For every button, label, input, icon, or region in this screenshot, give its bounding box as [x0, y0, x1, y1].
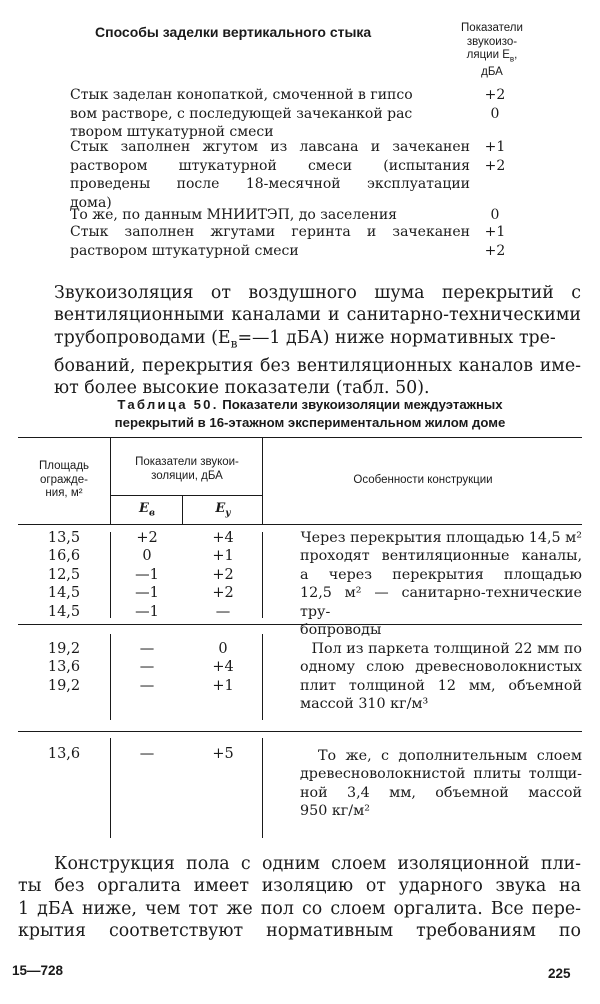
cell-value: 13,6 — [47, 746, 81, 762]
table-caption-text: Показатели звукоизоляции междуэтажных — [222, 397, 503, 412]
cell-line: 12,5 м² — санитарно-технические тру- — [300, 585, 582, 620]
table-caption-text: перекрытий в 16-этажном экспериментальном жилом доме — [114, 414, 506, 430]
paragraph-fragment: =—1 дБА) ниже нормативных тре- — [237, 327, 556, 348]
cell-line: а через перекрытия площадью — [300, 566, 582, 583]
table-caption — [70, 396, 550, 431]
header-line: ляции E — [466, 49, 510, 61]
top-table-values-4 — [470, 223, 520, 260]
cell-line: древесноволокнистой плиты толщи- — [300, 766, 582, 783]
paragraph-line: ты без оргалита имеет изоляцию от ударного звука на — [18, 876, 581, 897]
top-table-values-2 — [470, 138, 520, 175]
value: +1 — [484, 139, 506, 155]
table-col-divider — [110, 738, 111, 838]
cell-value: 14,5 — [47, 585, 81, 602]
header-line: дБА — [481, 65, 503, 78]
row-line: Стык заполнен жгутами геринта и зачеканен — [70, 224, 470, 240]
col-header-area — [18, 460, 110, 501]
cell-ey-group-2 — [184, 640, 262, 695]
col-header-group — [112, 456, 262, 483]
value: +2 — [484, 87, 506, 103]
value: +2 — [484, 242, 506, 259]
paragraph-line — [54, 327, 581, 355]
row-line: твором штукатурной смеси — [70, 124, 274, 140]
cell-value: +2 — [136, 530, 158, 546]
cell-value: —1 — [135, 585, 159, 602]
cell-value: — — [139, 659, 155, 676]
printer-signature: 15—728 — [12, 963, 64, 978]
header-letter: E — [215, 501, 226, 516]
cell-line: плит толщиной 12 мм, объемной — [300, 677, 582, 694]
cell-value: +4 — [212, 659, 234, 676]
table-subheader-rule — [110, 495, 262, 496]
table-col-divider — [262, 634, 263, 720]
paragraph-line: бований, перекрытия без вентиляционных каналов име- — [54, 355, 581, 376]
cell-area-group-2 — [18, 640, 110, 695]
cell-value: 0 — [142, 548, 152, 565]
header-subscript: у — [225, 507, 231, 519]
header-line: золяции, дБА — [151, 469, 223, 482]
col-header-ey — [184, 502, 262, 520]
cell-line: массой 310 кг/м³ — [300, 696, 429, 713]
cell-line: Через перекрытия площадью 14,5 м² — [300, 530, 582, 546]
top-table-row-1 — [70, 86, 470, 142]
header-line: Показатели звукои- — [135, 456, 239, 468]
header-line: Показатели — [461, 22, 523, 34]
table-col-divider — [110, 437, 111, 524]
header-line: звукоизо- — [466, 35, 518, 48]
row-line: Стык заполнен жгутом из лавсана и зачеканен — [70, 139, 470, 155]
cell-value: 16,6 — [47, 548, 81, 565]
table-col-divider — [110, 532, 111, 618]
paragraph-line: крытия соответствуют нормативным требованиям по — [18, 921, 581, 942]
row-line: раствором штукатурной смеси (испытания — [70, 157, 470, 174]
cell-value: +1 — [212, 548, 234, 565]
paragraph-line: ют более высокие показатели (табл. 50). — [54, 378, 430, 399]
row-line: дома) — [70, 194, 112, 211]
cell-features-group-1 — [300, 529, 582, 639]
paragraph-subscript: в — [230, 336, 238, 351]
paragraph-line: 1 дБА ниже, чем тот же пол со слоем оргалита. Все пере- — [18, 898, 581, 919]
cell-features-group-2 — [300, 640, 582, 714]
row-line: раствором штукатурной смеси — [70, 242, 299, 259]
row-line: То же, по данным МНИИТЭП, до заселения — [70, 207, 398, 223]
cell-line: ной 3,4 мм, объемной массой — [300, 784, 582, 801]
cell-line: Пол из паркета толщиной 22 мм по — [311, 641, 582, 657]
col-header-features: Особенности конструкции — [353, 474, 493, 486]
paragraph-line: вентиляционными каналами и санитарно-техническими — [54, 305, 581, 326]
value: +2 — [484, 157, 506, 174]
table-label: Таблица 50. — [117, 397, 219, 412]
cell-value: 0 — [218, 641, 228, 657]
top-table-values-3 — [470, 206, 520, 225]
cell-ev-group-1 — [112, 529, 182, 621]
cell-value: +4 — [212, 530, 234, 546]
table-col-divider — [262, 738, 263, 838]
cell-value: +1 — [212, 677, 234, 694]
cell-value: 13,6 — [47, 659, 81, 676]
table-top-rule — [18, 437, 582, 438]
paragraph-line: Звукоизоляция от воздушного шума перекрытий с — [54, 283, 581, 303]
cell-ey-group-1 — [184, 529, 262, 621]
cell-line: бопроводы — [300, 622, 382, 639]
value: 0 — [490, 207, 500, 223]
cell-value: —1 — [135, 566, 159, 583]
header-line: огражде- — [39, 473, 88, 486]
cell-value: 12,5 — [47, 566, 81, 583]
cell-value: +2 — [212, 585, 234, 602]
top-table-row-2 — [70, 138, 470, 212]
cell-value: 19,2 — [47, 677, 81, 694]
header-line: ния, м² — [45, 487, 83, 499]
top-table-row-3 — [70, 206, 470, 225]
col-header-ev — [112, 502, 182, 520]
cell-features-group-3 — [300, 747, 582, 821]
cell-ev-group-2 — [112, 640, 182, 695]
header-subscript: в — [148, 507, 155, 519]
cell-line: одному слою древесноволокнистых — [300, 659, 582, 676]
row-line: Стык заделан конопаткой, смоченной в гипсо — [70, 87, 413, 103]
cell-value: 14,5 — [47, 603, 81, 620]
paragraph-line: Конструкция пола с одним слоем изоляционной пли- — [54, 854, 581, 874]
header-letter: E — [139, 501, 149, 516]
table-col-divider — [262, 532, 263, 618]
cell-line: проходят вентиляционные каналы, — [300, 548, 582, 565]
cell-value: +2 — [212, 566, 234, 583]
cell-line: То же, с дополнительным слоем — [318, 748, 582, 764]
row-line: проведены после 18-месячной эксплуатации — [70, 176, 470, 192]
page-number: 225 — [548, 966, 571, 981]
paragraph-1 — [54, 282, 581, 400]
value: +1 — [484, 224, 506, 240]
cell-line: 950 кг/м² — [300, 803, 370, 820]
top-table-header-index — [442, 22, 542, 79]
top-table-row-4 — [70, 223, 470, 260]
paragraph-fragment: трубопроводами (E — [54, 327, 231, 348]
paragraph-2 — [18, 853, 581, 943]
cell-ey-group-3 — [184, 745, 262, 763]
cell-value: 19,2 — [47, 641, 81, 657]
cell-area-group-1 — [18, 529, 110, 621]
header-subscript: в — [509, 54, 515, 64]
top-table-header-methods: Способы заделки вертикального стыка — [95, 24, 372, 40]
cell-value: — — [139, 746, 155, 762]
table-col-divider — [262, 437, 263, 524]
table-group-rule — [18, 731, 582, 732]
cell-ev-group-3 — [112, 745, 182, 763]
table-header-rule — [18, 524, 582, 525]
table-col-divider — [182, 495, 183, 524]
header-comma: , — [514, 49, 518, 61]
cell-area-group-3 — [18, 745, 110, 763]
value: 0 — [490, 105, 500, 122]
cell-value: — — [215, 603, 231, 620]
cell-value: — — [139, 641, 155, 657]
cell-value: —1 — [135, 603, 159, 620]
cell-value: — — [139, 677, 155, 694]
header-line: Площадь — [38, 460, 90, 472]
table-col-divider — [110, 634, 111, 720]
row-line: вом растворе, с последующей зачеканкой рас — [70, 105, 413, 122]
top-table-values-1 — [470, 86, 520, 123]
cell-value: 13,5 — [47, 530, 81, 546]
cell-value: +5 — [212, 746, 234, 762]
